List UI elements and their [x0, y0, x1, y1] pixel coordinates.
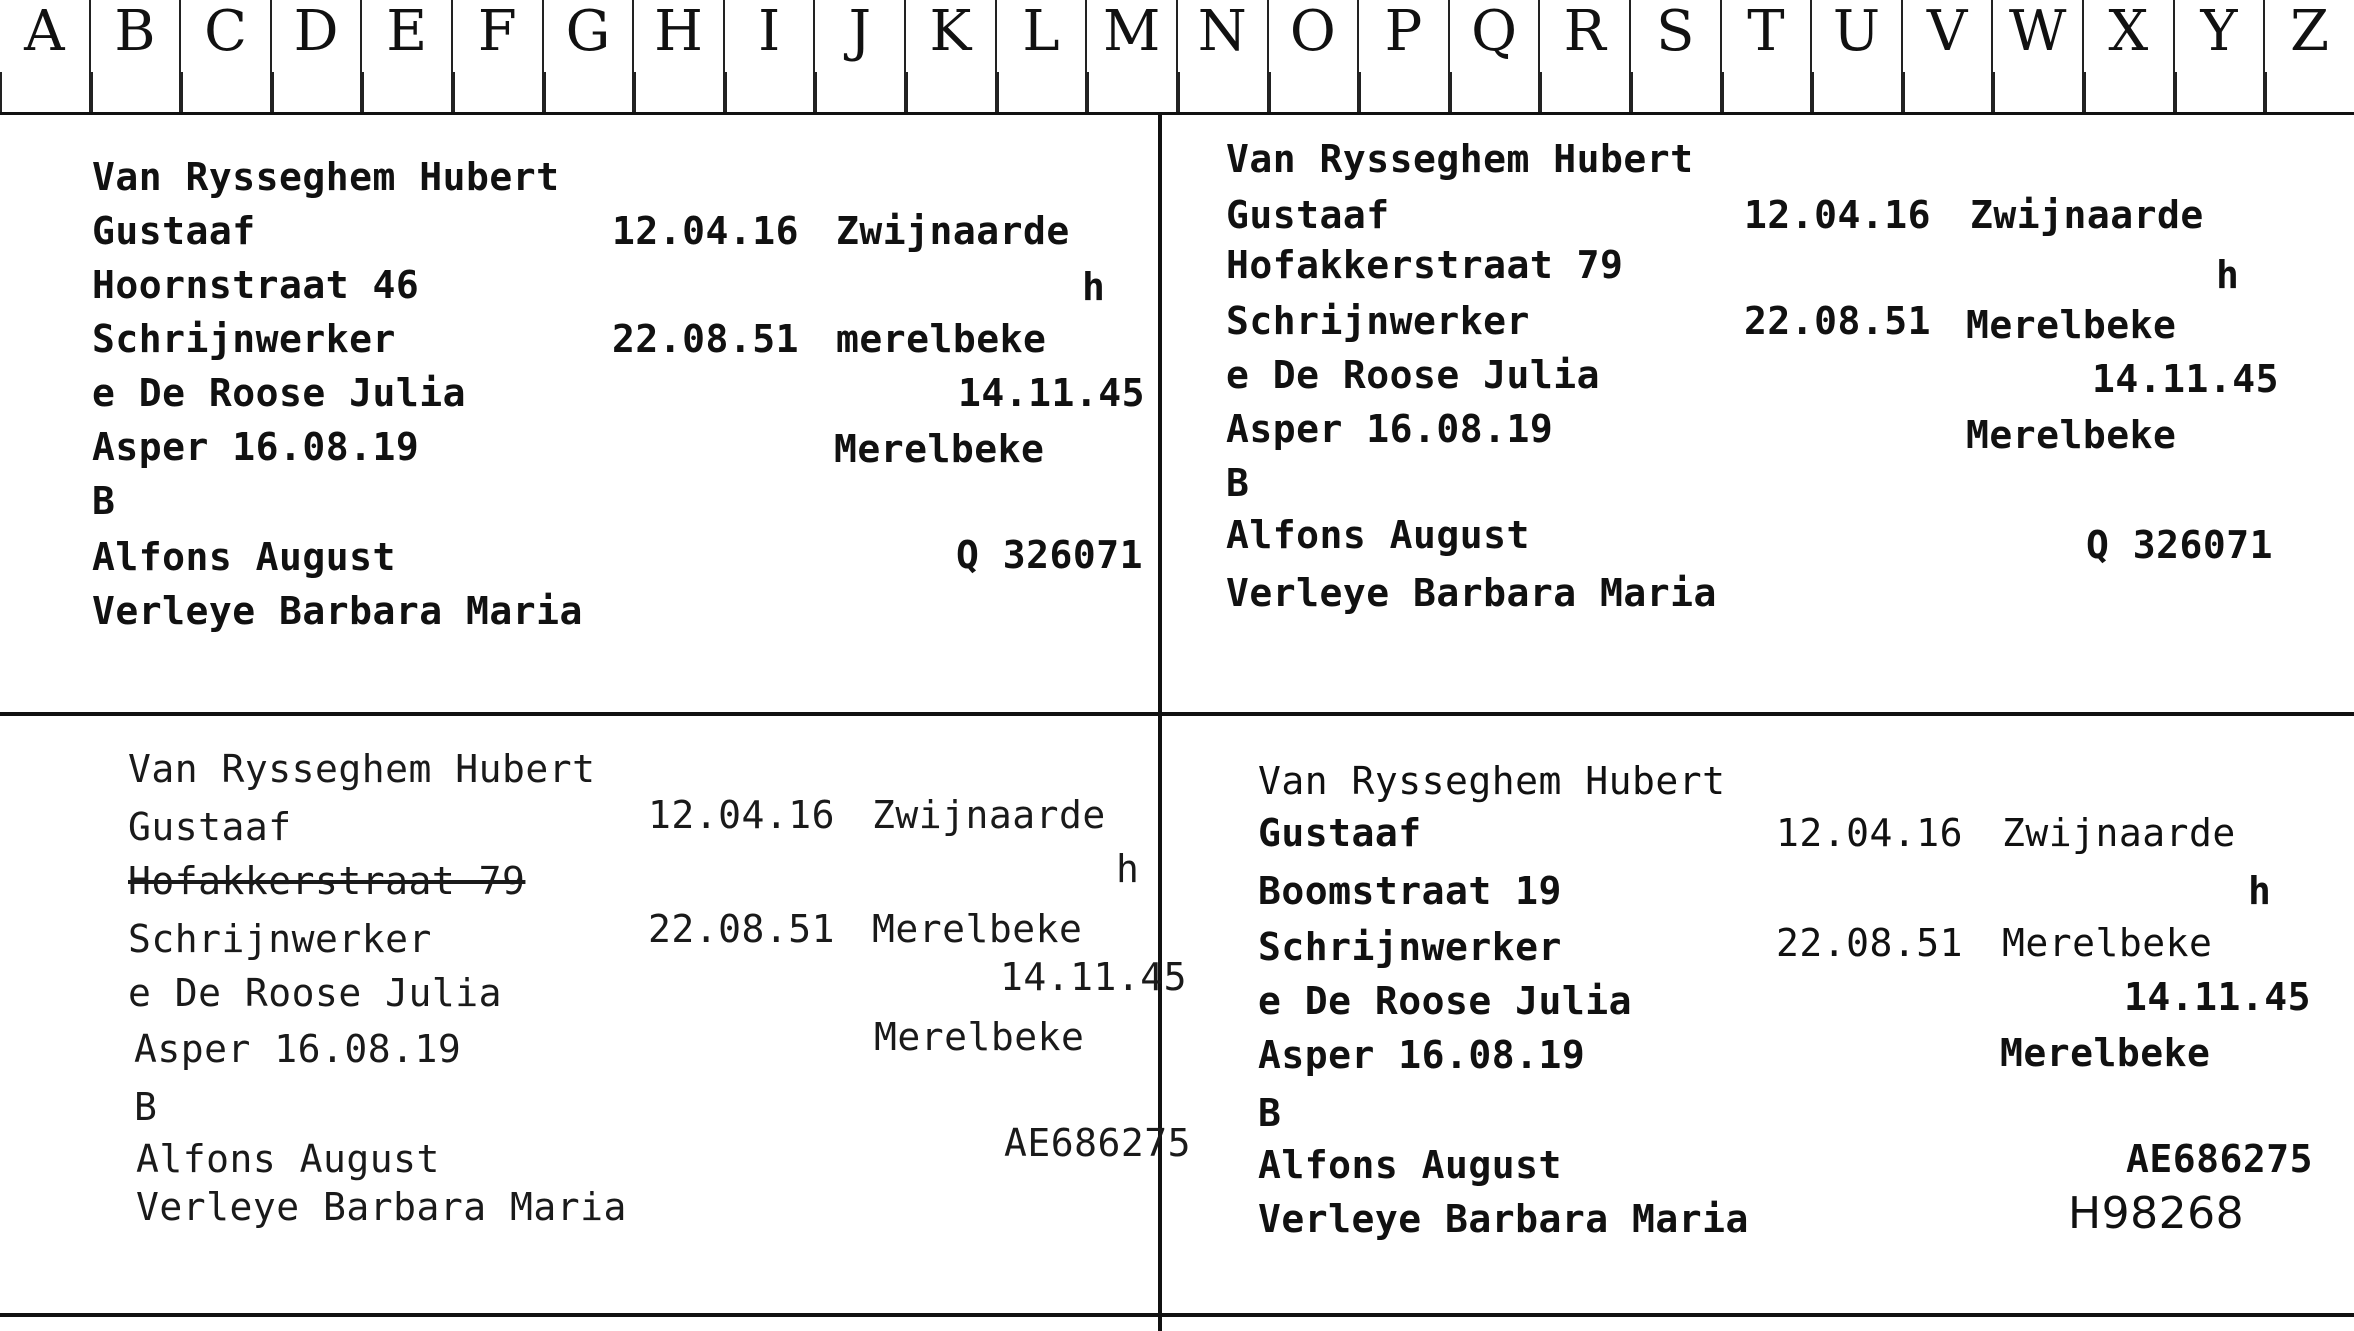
horizontal-divider	[0, 712, 2354, 716]
card-registration-date: 22.08.51	[648, 907, 836, 951]
card-registration-place: Merelbeke	[872, 907, 1083, 951]
card-marriage-place: Merelbeke	[834, 427, 1045, 471]
card-spouse: e De Roose Julia	[128, 971, 503, 1015]
card-birth-place: Zwijnaarde	[872, 793, 1106, 837]
card-birth-date: 12.04.16	[648, 793, 836, 837]
alphabet-letter-q: Q	[1450, 0, 1541, 112]
card-registration-date: 22.08.51	[1776, 921, 1964, 965]
card-registration-place: Merelbeke	[2002, 921, 2213, 965]
card-mother: Verleye Barbara Maria	[1226, 571, 1717, 615]
bottom-divider	[0, 1313, 2354, 1317]
alphabet-letter-i: I	[725, 0, 816, 112]
card-address: Hoornstraat 46	[92, 263, 420, 307]
card-mother: Verleye Barbara Maria	[92, 589, 583, 633]
card-marriage-place: Merelbeke	[1966, 413, 2177, 457]
card-spouse: e De Roose Julia	[1226, 353, 1601, 397]
card-marker: h	[1082, 265, 1106, 309]
card-id-number: Q 326071	[956, 533, 1144, 577]
alphabet-letter-v: V	[1903, 0, 1994, 112]
alphabet-letter-u: U	[1812, 0, 1903, 112]
card-registration-place: merelbeke	[836, 317, 1047, 361]
card-name-line: Van Rysseghem Hubert	[1226, 137, 1694, 181]
card-birth-date: 12.04.16	[1744, 193, 1932, 237]
alphabet-letter-l: L	[997, 0, 1088, 112]
card-name-line: Van Rysseghem Hubert	[128, 747, 596, 791]
card-address: Hofakkerstraat 79	[1226, 243, 1624, 287]
card-mother: Verleye Barbara Maria	[1258, 1197, 1749, 1241]
card-given-name: Gustaaf	[1258, 811, 1422, 855]
card-given-name: Gustaaf	[92, 209, 256, 253]
card-nationality: B	[1258, 1091, 1282, 1135]
alphabet-letter-a: A	[0, 0, 91, 112]
card-marriage-date: 14.11.45	[958, 371, 1146, 415]
alphabet-letter-n: N	[1178, 0, 1269, 112]
alphabet-letter-f: F	[453, 0, 544, 112]
alphabet-letter-e: E	[362, 0, 453, 112]
card-father: Alfons August	[92, 535, 396, 579]
alphabet-letter-h: H	[634, 0, 725, 112]
card-father: Alfons August	[136, 1137, 440, 1181]
alphabet-letter-m: M	[1087, 0, 1178, 112]
card-nationality: B	[134, 1085, 158, 1129]
card-marker: h	[2216, 253, 2240, 297]
card-marriage-place: Merelbeke	[2000, 1031, 2211, 1075]
card-father: Alfons August	[1258, 1143, 1562, 1187]
alphabet-letter-s: S	[1631, 0, 1722, 112]
card-birth-date: 12.04.16	[612, 209, 800, 253]
alphabet-letter-c: C	[181, 0, 272, 112]
card-mother: Verleye Barbara Maria	[136, 1185, 627, 1229]
alphabet-letter-j: J	[815, 0, 906, 112]
alphabet-letter-o: O	[1269, 0, 1360, 112]
card-marriage-date: 14.11.45	[2092, 357, 2280, 401]
card-registration-date: 22.08.51	[612, 317, 800, 361]
alphabet-letter-d: D	[272, 0, 363, 112]
card-id-number: Q 326071	[2086, 523, 2274, 567]
card-birth-place: Zwijnaarde	[2002, 811, 2236, 855]
card-registration-date: 22.08.51	[1744, 299, 1932, 343]
alphabet-letter-y: Y	[2175, 0, 2266, 112]
alphabet-letter-x: X	[2084, 0, 2175, 112]
alphabet-letter-w: W	[1993, 0, 2084, 112]
card-birth-place: Zwijnaarde	[836, 209, 1070, 253]
alphabet-index-strip	[0, 0, 2354, 115]
card-marriage-place: Merelbeke	[874, 1015, 1085, 1059]
alphabet-letter-r: R	[1540, 0, 1631, 112]
card-occupation: Schrijnwerker	[1226, 299, 1530, 343]
card-spouse: e De Roose Julia	[92, 371, 467, 415]
alphabet-letter-g: G	[544, 0, 635, 112]
card-stamped-number: H98268	[2068, 1188, 2245, 1239]
card-spouse: e De Roose Julia	[1258, 979, 1633, 1023]
card-marker: h	[2248, 869, 2272, 913]
alphabet-letter-p: P	[1359, 0, 1450, 112]
alphabet-letter-t: T	[1722, 0, 1813, 112]
card-address: Boomstraat 19	[1258, 869, 1562, 913]
card-spouse-origin: Asper 16.08.19	[134, 1027, 462, 1071]
card-marriage-date: 14.11.45	[1000, 955, 1188, 999]
card-nationality: B	[92, 479, 116, 523]
card-address-crossed-out: Hofakkerstraat 79	[128, 859, 526, 903]
card-spouse-origin: Asper 16.08.19	[1258, 1033, 1586, 1077]
card-spouse-origin: Asper 16.08.19	[1226, 407, 1554, 451]
card-marker: h	[1116, 847, 1140, 891]
alphabet-letter-z: Z	[2265, 0, 2354, 112]
card-nationality: B	[1226, 461, 1250, 505]
card-birth-date: 12.04.16	[1776, 811, 1964, 855]
card-occupation: Schrijnwerker	[92, 317, 396, 361]
card-occupation: Schrijnwerker	[128, 917, 432, 961]
card-spouse-origin: Asper 16.08.19	[92, 425, 420, 469]
card-given-name: Gustaaf	[128, 805, 292, 849]
alphabet-letter-k: K	[906, 0, 997, 112]
card-registration-place: Merelbeke	[1966, 303, 2177, 347]
card-occupation: Schrijnwerker	[1258, 925, 1562, 969]
card-name-line: Van Rysseghem Hubert	[92, 155, 560, 199]
alphabet-letter-b: B	[91, 0, 182, 112]
card-id-number: AE686275	[2126, 1137, 2314, 1181]
card-birth-place: Zwijnaarde	[1970, 193, 2204, 237]
card-id-number: AE686275	[1004, 1121, 1192, 1165]
card-father: Alfons August	[1226, 513, 1530, 557]
card-name-line: Van Rysseghem Hubert	[1258, 759, 1726, 803]
card-marriage-date: 14.11.45	[2124, 975, 2312, 1019]
card-given-name: Gustaaf	[1226, 193, 1390, 237]
